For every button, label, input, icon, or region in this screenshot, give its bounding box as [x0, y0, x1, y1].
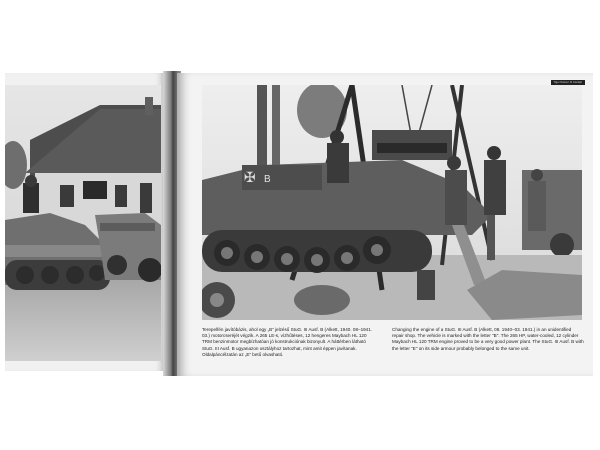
svg-text:✠: ✠ [244, 170, 256, 186]
book-spread [5, 73, 593, 376]
photo-tank-village [5, 85, 161, 361]
photo-engine-change [202, 85, 582, 320]
caption-english: Changing the engine of a StuG. III Ausf. B (Alkett, 08. 1940–03. 1941.) in an unidentified repair shop. The vehicle is marked with the letter "B". The 265 HP, water-cooled, 12 cylinder Maybach HL 120 TRM engine proved to be a very good power plant. The StuG. III Ausf. B with the letter "E" on its side armour probably belonged to the same unit. [392, 327, 584, 351]
left-page [5, 73, 165, 371]
caption-hungarian: Terepelfén javítóbázis, ahol egy „B” jelzésű StuG. III Ausf. B (Alkett, 1940. 08–1941. 03.) motorcseréjét végzik. A 265 LE-s, vízhűtéses, 12 hengeres Maybach HL 120 TRM benzinmotor megbízhatóan jó konstrukciónak bizonyult. A háttérben látható StuG. III Ausf. B ugyanazon osztályhoz tartozhat, mint amit éppen javítanak. Oldalpáncélzatán az „E” betű olvasható. [202, 327, 373, 357]
stug-engine-change-crane-icon [202, 85, 582, 320]
right-page [177, 73, 593, 376]
tank-in-village-street-icon [5, 85, 161, 361]
vehicle-marking: B [264, 174, 271, 185]
running-header: Tiger Panzer III Cockpit [551, 80, 585, 85]
